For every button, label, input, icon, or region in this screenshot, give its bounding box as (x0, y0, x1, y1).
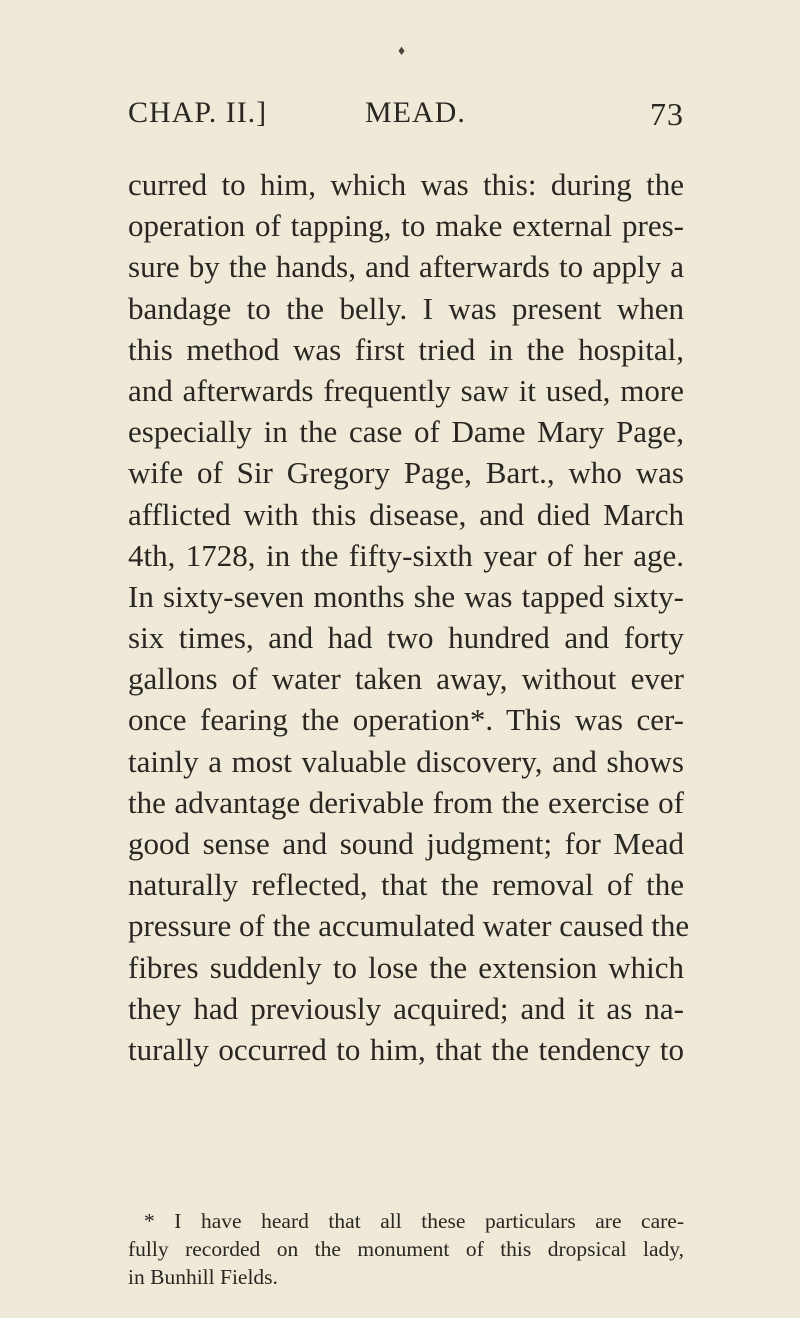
body-text (128, 164, 690, 1070)
footnote-line: fully recorded on the monument of this dropsical lady, (128, 1237, 684, 1261)
text-line: 4th, 1728, in the fifty-sixth year of her age. (128, 537, 684, 573)
running-head (128, 96, 684, 140)
running-title: MEAD. (365, 96, 466, 129)
page-number: 73 (650, 96, 684, 132)
text-line: turally occurred to him, that the tendency to (128, 1031, 684, 1067)
text-line: curred to him, which was this: during the (128, 167, 684, 202)
text-line: once fearing the operation*. This was cer- (128, 702, 684, 738)
text-line: pressure of the accumulated water caused the (128, 908, 690, 944)
text-line: they had previously acquired; and it as na- (128, 990, 684, 1026)
text-line: wife of Sir Gregory Page, Bart., who was (128, 455, 684, 491)
text-line: In sixty-seven months she was tapped sixty- (128, 578, 684, 614)
footnote-line: in Bunhill Fields. (128, 1265, 278, 1289)
text-line: this method was first tried in the hospital, (128, 331, 684, 367)
text-line: the advantage derivable from the exercise of (128, 784, 684, 820)
text-line: operation of tapping, to make external pres- (128, 208, 684, 244)
text-line: good sense and sound judgment; for Mead (128, 826, 684, 861)
text-line: especially in the case of Dame Mary Page, (128, 414, 684, 450)
text-line: six times, and had two hundred and forty (128, 620, 684, 656)
text-line: and afterwards frequently saw it used, more (128, 372, 684, 408)
text-line: fibres suddenly to lose the extension which (128, 949, 684, 985)
footnote-line: * I have heard that all these particulars are care- (144, 1209, 684, 1233)
text-line: afflicted with this disease, and died March (128, 496, 684, 532)
text-line: gallons of water taken away, without ever (128, 661, 684, 697)
text-line: tainly a most valuable discovery, and shows (128, 743, 684, 779)
text-line: sure by the hands, and afterwards to apply a (128, 249, 684, 285)
text-line: naturally reflected, that the removal of the (128, 867, 684, 903)
text-line: bandage to the belly. I was present when (128, 290, 684, 326)
footnote (128, 1207, 684, 1291)
printer-mark: ♦ (398, 44, 406, 59)
chapter-label: CHAP. II.] (128, 96, 268, 129)
